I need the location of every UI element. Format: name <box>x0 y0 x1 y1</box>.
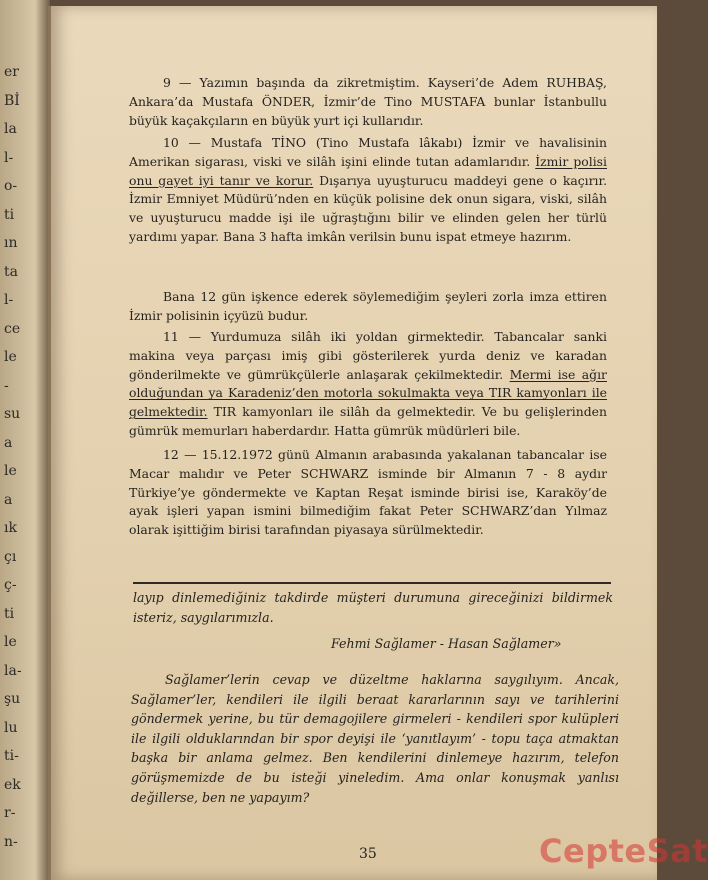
margin-fragment: ce <box>4 320 21 337</box>
underlined-text: Mermi ise ağır olduğundan ya Karadeniz’den motorla sokulmakta veya TIR kamyonları ile gelmektedir. <box>129 366 607 420</box>
text-run: 11 — Yurdumuza silâh iki yoldan girmektedir. Tabancalar sanki makina veya parçası imiş gibi gösterilerek yurda deniz ve karadan gönderilmekte ve gümrükçülerle anlaşarak çekilmektedir. <box>129 329 607 382</box>
margin-fragment: - <box>4 377 9 394</box>
section-divider <box>133 582 611 584</box>
margin-fragment: a <box>4 491 13 508</box>
watermark-logo: CepteSat <box>539 832 708 870</box>
paragraph <box>129 446 607 540</box>
book-page <box>48 6 708 880</box>
margin-fragment: er <box>4 64 19 80</box>
text-run: Dışarıya uyuşturucu maddeyi gene o kaçırır. İzmir Emniyet Müdürü’nden en küçük polisine dek onun sigara, viski, silâh ve uyuşturucu madde işi ile uğraştığını bilir ve elinden gelen her türlü yardımı yapar. Bana 3 hafta imkân verilsin bunu ispat etmeye hazırım. <box>129 172 608 244</box>
paragraph <box>129 288 607 326</box>
author-response: Sağlamer’lerin cevap ve düzeltme haklarına saygılıyım. Ancak, Sağlamer’ler, kendileri ile ilgili beraat kararlarının sayı ve tarihlerini göndermek yerine, bu tür demagojilere girmeleri - kendileri spor kulüpleri ile ilgili olduklarından bir spor deyişi ile ‘yanıtlayım’ - topu taça atmaktan başka bir anlama gelmez. Ben kendilerini dinlemeye hazırım, telefon görüşmemizde de bu isteği yineledim. Ama onlar konuşmak yanlısı değillerse, ben ne yapayım? <box>131 672 619 805</box>
margin-fragment: ek <box>4 776 21 793</box>
margin-fragment: o- <box>4 178 18 194</box>
margin-fragment: ç- <box>4 577 17 593</box>
margin-fragment: şu <box>4 691 21 707</box>
paragraph <box>129 74 607 130</box>
margin-fragment: r- <box>4 805 16 821</box>
margin-fragment: çı <box>4 548 17 565</box>
margin-fragment: n- <box>4 833 18 850</box>
margin-fragment: ti <box>4 206 15 223</box>
margin-fragment: lu <box>4 719 18 736</box>
text-run: Bana 12 gün işkence ederek söylemediğim şeyleri zorla imza ettiren İzmir polisinin içyüzü budur. <box>129 289 607 323</box>
margin-fragment: Bİ <box>4 92 20 109</box>
paragraph <box>129 328 607 441</box>
margin-fragment: le <box>4 349 17 365</box>
underlined-text: İzmir polisi onu gayet iyi tanır ve korur. <box>129 153 607 188</box>
margin-fragment: le <box>4 463 17 479</box>
margin-fragment: ın <box>4 235 18 251</box>
margin-fragment: le <box>4 634 17 650</box>
text-run: TIR kamyonları ile silâh da gelmektedir. Ve bu gelişlerinden gümrük memurları haberdardır. Hatta gümrük müdürleri bile. <box>129 404 607 438</box>
margin-fragment: la <box>4 121 17 137</box>
text-run: 12 — 15.12.1972 günü Almanın arabasında yakalanan tabancalar ise Macar malıdır ve Peter SCHWARZ isminde bir Almanın 7 - 8 aydır Türkiye’ye göndermekte ve Kaptan Reşat isminde birisi ise, Karaköy’de ayak işleri yapan ismini bilmediğim fakat Peter SCHWARZ’dan Yılmaz olarak işittiğim birisi tarafından piyasaya sürülmektedir. <box>129 447 607 538</box>
letter-closing: layıp dinlemediğiniz takdirde müşteri durumuna gireceğinizi bildirmek isteriz, saygılarımızla. <box>133 590 613 625</box>
margin-fragment: ti <box>4 605 15 622</box>
margin-fragment: la- <box>4 662 22 679</box>
margin-fragment: l- <box>4 292 14 308</box>
paragraph <box>129 134 607 247</box>
signature: Fehmi Sağlamer - Hasan Sağlamer» <box>331 636 562 651</box>
margin-fragment: ta <box>4 263 18 280</box>
margin-fragment: ti- <box>4 748 19 764</box>
margin-fragment: a <box>4 434 13 451</box>
left-page-edge <box>0 0 50 880</box>
text-run: 10 — Mustafa TİNO (Tino Mustafa lâkabı) İzmir ve havalisinin Amerikan sigarası, viski ve silâh işini elinde tutan adamlarıdır. <box>129 135 607 169</box>
margin-fragment: ık <box>4 520 17 536</box>
page-number: 35 <box>359 846 377 862</box>
margin-fragment: su <box>4 406 21 422</box>
margin-fragment: l- <box>4 149 14 166</box>
text-run: 9 — Yazımın başında da zikretmiştim. Kayseri’de Adem RUHBAŞ, Ankara’da Mustafa ÖNDER, İzmir’de Tino MUSTAFA bunlar İstanbullu büyük kaçakçıların en büyük yurt içi kullarıdır. <box>129 75 607 128</box>
